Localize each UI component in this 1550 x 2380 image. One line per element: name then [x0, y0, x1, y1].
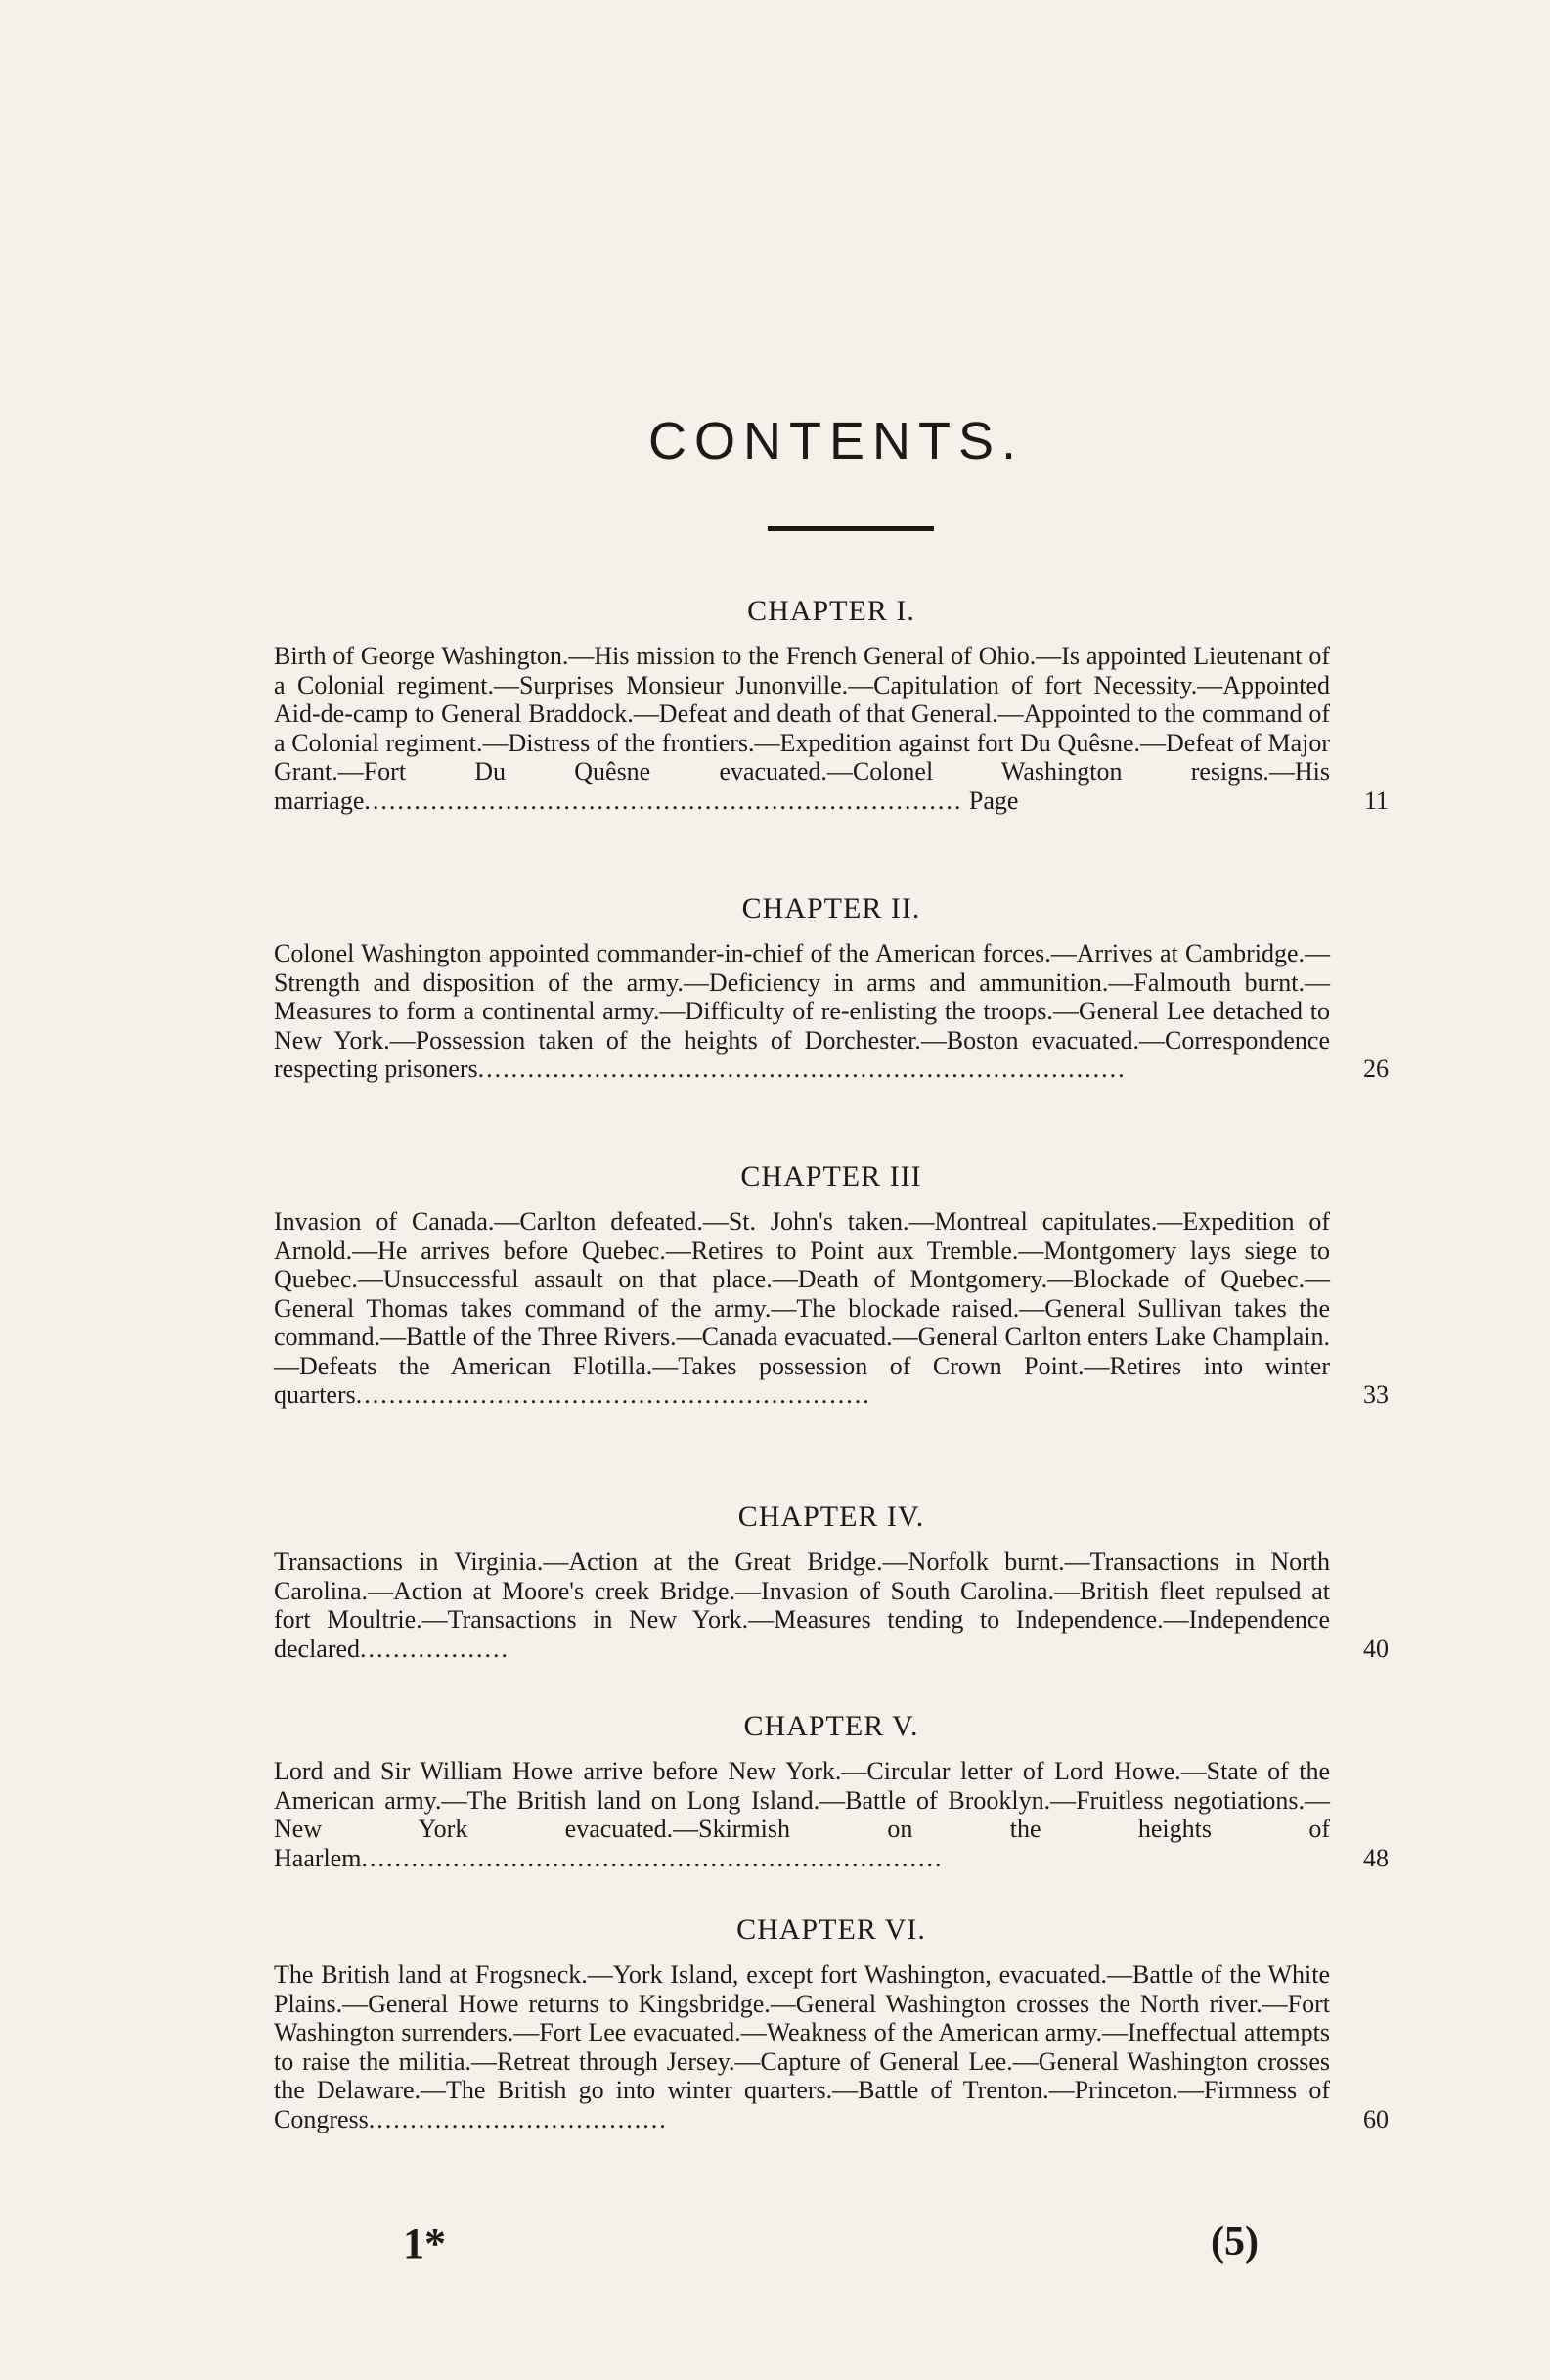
chapter-heading: CHAPTER V.: [743, 1710, 919, 1742]
chapter-heading: CHAPTER II.: [741, 892, 921, 924]
chapter-6: [274, 1913, 1389, 2133]
chapter-heading: CHAPTER VI.: [736, 1913, 926, 1946]
chapter-2: [274, 892, 1389, 1084]
page-prefix: Page: [968, 786, 1019, 815]
page-number: 48: [1363, 1843, 1389, 1872]
page-title: CONTENTS.: [647, 412, 1024, 471]
chapter-3: [274, 1160, 1389, 1410]
chapter-summary: Birth of George Washington.—His mission to the French General of Ohio.—Is appointed Lieutenant of a Colonial regiment.—Surprises Monsieur Junonville.—Capitulation of fort Necessity.—Appointed Aid-de-camp to General Braddock.—Defeat and death of that General.—Appointed to the command of a Colonial regiment.—Distress of the frontiers.—Expedition against fort Du Quêsne.—Defeat of Major Grant.—Fort Du Quêsne evacuated.—Colonel Washington resigns.—His marriage........................................................................ Page 11: [274, 642, 1389, 815]
chapter-heading: CHAPTER III: [740, 1160, 922, 1192]
chapter-heading: CHAPTER I.: [747, 595, 915, 627]
chapter-summary: The British land at Frogsneck.—York Island, except fort Washington, evacuated.—Battle of the White Plains.—General Howe returns to Kingsbridge.—General Washington crosses the North river.—Fort Washington surrenders.—Fort Lee evacuated.—Weakness of the American army.—Ineffectual attempts to raise the militia.—Retreat through Jersey.—Capture of General Lee.—General Washington crosses the Delaware.—The British go into winter quarters.—Battle of Trenton.—Princeton.—Firmness of Congress.................................... 60: [274, 1960, 1389, 2133]
page-number: 11: [1363, 786, 1389, 815]
chapter-1: [274, 595, 1389, 815]
page-number: 60: [1363, 2104, 1389, 2133]
chapter-summary: Colonel Washington appointed commander-in-chief of the American forces.—Arrives at Cambridge.—Strength and disposition of the army.—Deficiency in arms and ammunition.—Falmouth burnt.—Measures to form a continental army.—Difficulty of re-enlisting the troops.—General Lee detached to New York.—Possession taken of the heights of Dorchester.—Boston evacuated.—Correspondence respecting prisoners.............................................................................. 26: [274, 939, 1389, 1083]
signature-mark: 1*: [403, 2220, 446, 2268]
title-rule: [768, 526, 934, 531]
chapter-summary: Invasion of Canada.—Carlton defeated.—St. John's taken.—Montreal capitulates.—Expedition of Arnold.—He arrives before Quebec.—Retires to Point aux Tremble.—Montgomery lays siege to Quebec.—Unsuccessful assault on that place.—Death of Montgomery.—Blockade of Quebec.—General Thomas takes command of the army.—The blockade raised.—General Sullivan takes the command.—Battle of the Three Rivers.—Canada evacuated.—General Carlton enters Lake Champlain.—Defeats the American Flotilla.—Takes possession of Crown Point.—Retires into winter quarters.............................................................. 33: [274, 1207, 1389, 1409]
chapter-summary: Lord and Sir William Howe arrive before New York.—Circular letter of Lord Howe.—State of the American army.—The British land on Long Island.—Battle of Brooklyn.—Fruitless negotiations.—New York evacuated.—Skirmish on the heights of Haarlem...................................................................... 48: [274, 1757, 1389, 1872]
chapter-summary: Transactions in Virginia.—Action at the Great Bridge.—Norfolk burnt.—Transactions in North Carolina.—Action at Moore's creek Bridge.—Invasion of South Carolina.—British fleet repulsed at fort Moultrie.—Transactions in New York.—Measures tending to Independence.—Independence declared.................. 40: [274, 1548, 1389, 1663]
chapter-heading: CHAPTER IV.: [737, 1501, 925, 1533]
chapter-4: [274, 1501, 1389, 1663]
page-number-footer: (5): [1211, 2220, 1259, 2265]
page-number: 33: [1363, 1380, 1389, 1409]
page-number: 26: [1363, 1055, 1389, 1083]
chapter-5: [274, 1710, 1389, 1872]
page-number: 40: [1363, 1634, 1389, 1663]
